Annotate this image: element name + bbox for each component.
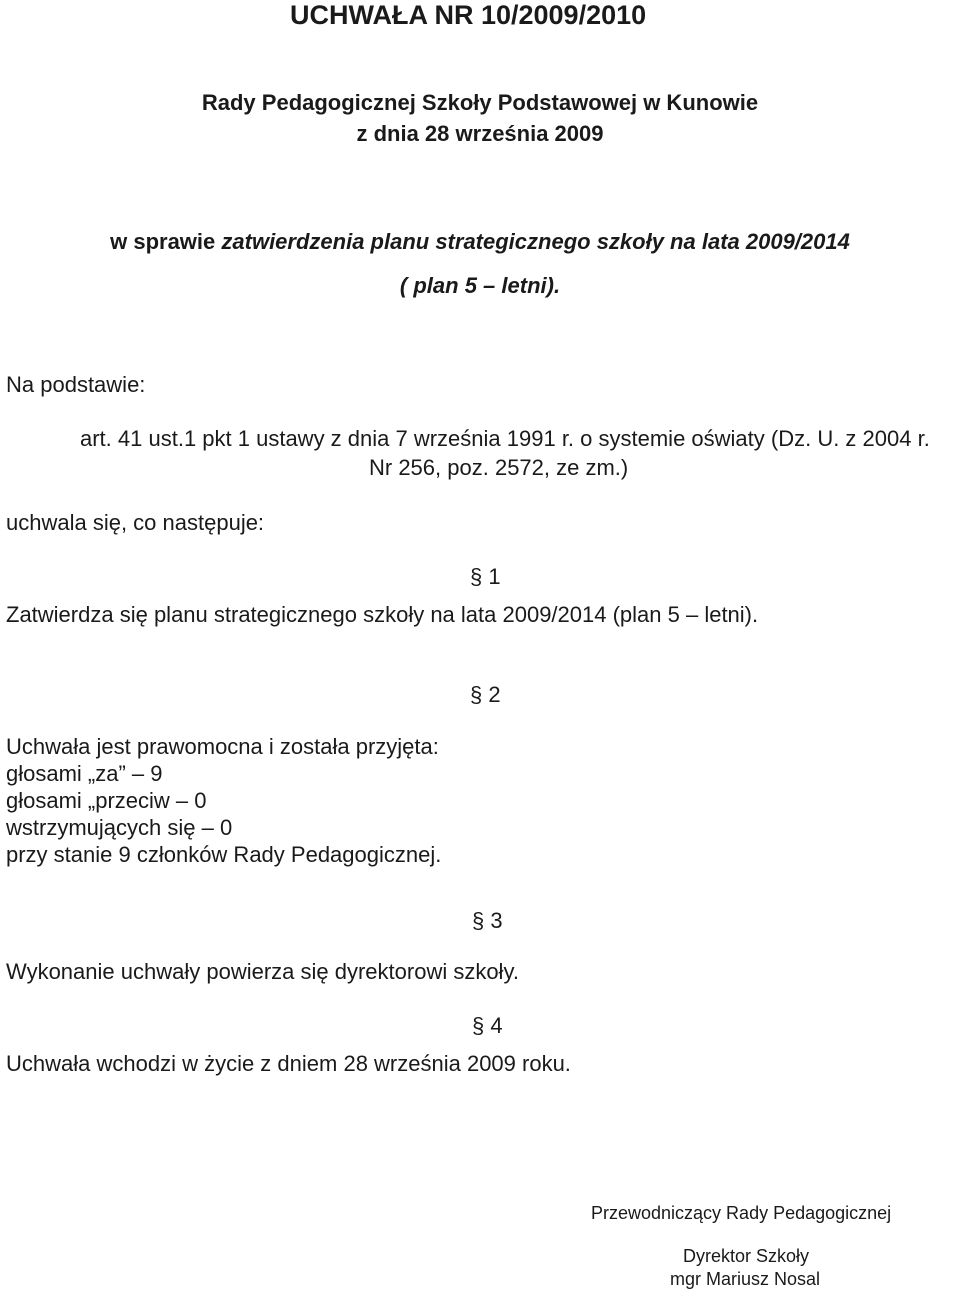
section-2-line: głosami „przeciw – 0 <box>6 788 207 813</box>
signature-name: mgr Mariusz Nosal <box>670 1269 821 1289</box>
document-issuer: Rady Pedagogicznej Szkoły Podstawowej w Kunowie <box>201 90 759 115</box>
subject-text: zatwierdzenia planu strategicznego szkoły na lata 2009/2014 <box>221 229 850 254</box>
document-date: z dnia 28 września 2009 <box>356 121 604 146</box>
basis-line2: Nr 256, poz. 2572, ze zm.) <box>369 455 629 480</box>
section-2-line: głosami „za” – 9 <box>6 761 163 786</box>
subject-prefix: w sprawie <box>110 229 216 254</box>
section-4-mark: § 4 <box>472 1013 503 1038</box>
section-2-line: wstrzymujących się – 0 <box>6 815 233 840</box>
basis-line1: art. 41 ust.1 pkt 1 ustawy z dnia 7 września 1991 r. o systemie oświaty (Dz. U. z 2004 r. <box>80 426 930 451</box>
signature-role: Dyrektor Szkoły <box>683 1246 810 1266</box>
section-1-text: Zatwierdza się planu strategicznego szkoły na lata 2009/2014 (plan 5 – letni). <box>6 602 759 627</box>
section-3-mark: § 3 <box>472 908 503 933</box>
section-4-text: Uchwała wchodzi w życie z dniem 28 września 2009 roku. <box>6 1051 571 1076</box>
section-2-mark: § 2 <box>470 682 501 707</box>
section-2-line: Uchwała jest prawomocna i została przyjęta: <box>6 734 439 759</box>
section-1-mark: § 1 <box>470 564 501 589</box>
signature-chair: Przewodniczący Rady Pedagogicznej <box>591 1203 892 1223</box>
section-3-text: Wykonanie uchwały powierza się dyrektorowi szkoły. <box>6 959 519 984</box>
section-2-line: przy stanie 9 członków Rady Pedagogicznej. <box>6 842 442 867</box>
resolves-statement: uchwala się, co następuje: <box>6 510 265 535</box>
document-subject-line1 <box>0 231 960 253</box>
basis-label: Na podstawie: <box>6 372 146 397</box>
document-subject-line2: ( plan 5 – letni). <box>399 273 561 298</box>
document-title: UCHWAŁA NR 10/2009/2010 <box>290 0 647 30</box>
